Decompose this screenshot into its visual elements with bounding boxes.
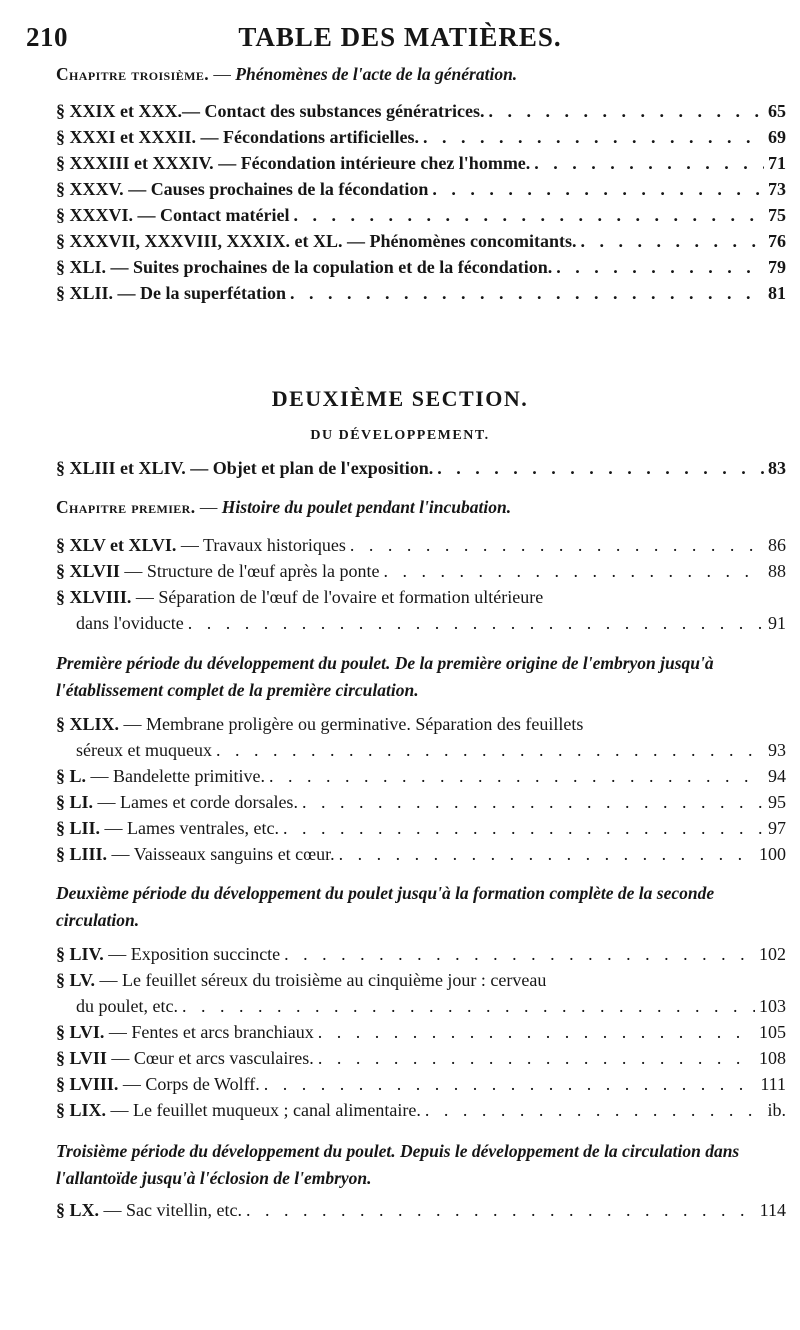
dot-leader [384,561,764,582]
entry-section: § XXXVII, XXXVIII, XXXIX. et XL. [56,231,343,251]
dot-leader [423,127,764,148]
toc-entry-multiline [56,587,786,608]
toc-entry [56,535,786,556]
chapter-1-label: Chapitre premier. [56,497,196,517]
entry-page: 111 [760,1074,786,1094]
chapter-3-title: Phénomènes de l'acte de la génération. [235,64,518,84]
section-subtitle: DU DÉVELOPPEMENT. [310,428,490,443]
chapter-1-heading [56,497,511,518]
entry-section: § XLV et XLVI. [56,535,177,555]
entry-page: 103 [759,996,786,1016]
entry-section: § XLI. [56,257,107,277]
running-head: TABLE DES MATIÈRES. [238,22,562,52]
entry-title: — Phénomènes concomitants. [342,231,577,251]
entry-section: § XLVII [56,561,120,581]
dot-leader [488,101,764,122]
entry-section: § LV. [56,970,96,990]
chapter-3-dash: — [209,64,236,84]
entry-page: 76 [768,231,786,251]
entry-page: 93 [768,740,786,760]
entry-title: — Causes prochaines de la fécondation [123,179,429,199]
entry-continuation-text: séreux et muqueux [76,740,212,760]
toc-entry-continuation [76,613,786,634]
entry-title: — De la superfétation [113,283,286,303]
entry-title: — Sac vitellin, etc. [99,1200,242,1220]
toc-entry [56,231,786,252]
entry-section: § LVI. [56,1022,105,1042]
entry-title: — Bandelette primitive. [86,766,265,786]
entry-page: 86 [768,535,786,555]
entry-title: — Suites prochaines de la copulation et de la fécondation. [106,257,553,277]
entry-section: § XXXV. [56,179,124,199]
entry-title: — Objet et plan de l'exposition. [185,458,434,478]
toc-entry [56,127,786,148]
toc-entry [56,1100,786,1121]
entry-page: 73 [768,179,786,199]
entry-page: 95 [768,792,786,812]
dot-leader [302,792,764,813]
dot-leader [318,1022,755,1043]
entry-title: — Fécondation intérieure chez l'homme. [213,153,531,173]
page-number: 210 [26,22,68,52]
dot-leader [339,844,755,865]
entry-section: § XLII. [56,283,114,303]
chapter-1-dash: — [195,497,222,517]
toc-entry-multiline [56,714,786,735]
entry-page: 100 [759,844,786,864]
entry-page: ib. [767,1100,786,1120]
period-3-heading: Troisième période du développement du poulet. Depuis le développement de la circulation dans l'allantoïde jusqu'à l'éclosion de l'embryon. [56,1141,740,1188]
entry-title: — Travaux historiques [176,535,346,555]
entry-continuation-text: dans l'oviducte [76,613,184,633]
entry-title: — Structure de l'œuf après la ponte [119,561,380,581]
entry-page: 88 [768,561,786,581]
period-2-heading: Deuxième période du développement du poulet jusqu'à la formation complète de la seconde circulation. [56,883,715,930]
entry-page: 69 [768,127,786,147]
entry-title: — Cœur et arcs vasculaires. [106,1048,314,1068]
entry-title: — Exposition succincte [103,944,281,964]
chapter-1-title: Histoire du poulet pendant l'incubation. [221,497,512,517]
dot-leader [425,1100,764,1121]
dot-leader [246,1200,756,1221]
dot-leader [188,613,764,634]
entry-title: — Le feuillet séreux du troisième au cinquième jour : cerveau [95,970,547,990]
entry-section: § XXXI et XXXII. [56,127,196,147]
entry-page: 114 [759,1200,786,1220]
entry-title: — Lames ventrales, etc. [100,818,279,838]
entry-section: § LIV. [56,944,104,964]
entry-page: 83 [768,458,786,478]
period-1-heading: Première période du développement du poulet. De la première origine de l'embryon jusqu'à l'établissement complet de la première circulation. [56,653,714,700]
entry-page: 91 [768,613,786,633]
entry-section: § LIX. [56,1100,107,1120]
entry-section: § XLVIII. [56,587,132,607]
dot-leader [182,996,755,1017]
dot-leader [432,179,764,200]
toc-entry [56,766,786,787]
toc-entry [56,458,786,479]
dot-leader [293,205,764,226]
entry-page: 97 [768,818,786,838]
toc-entry [56,101,786,122]
chapter-3-label: Chapitre troisième. [56,64,210,84]
dot-leader [318,1048,755,1069]
section-title: DEUXIÈME SECTION. [271,386,529,411]
toc-entry [56,205,786,226]
entry-page: 65 [768,101,786,121]
entry-section: § XXXIII et XXXIV. [56,153,214,173]
toc-entry [56,944,786,965]
entry-section: § XLIX. [56,714,120,734]
entry-title: — Fentes et arcs branchiaux [104,1022,314,1042]
entry-section: § LVIII. [56,1074,119,1094]
toc-entry [56,792,786,813]
dot-leader [269,766,764,787]
entry-page: 102 [759,944,786,964]
toc-entry [56,1022,786,1043]
toc-entry-multiline [56,970,786,991]
dot-leader [216,740,764,761]
toc-entry [56,283,786,304]
dot-leader [350,535,764,556]
entry-section: § LX. [56,1200,100,1220]
dot-leader [556,257,764,278]
toc-entry [56,1048,786,1069]
entry-page: 75 [768,205,786,225]
entry-page: 81 [768,283,786,303]
toc-entry [56,561,786,582]
entry-page: 105 [759,1022,786,1042]
dot-leader [581,231,765,252]
toc-entry-continuation [76,740,786,761]
entry-title: — Vaisseaux sanguins et cœur. [107,844,335,864]
toc-entry-continuation [76,996,786,1017]
entry-section: § LI. [56,792,94,812]
dot-leader [290,283,764,304]
entry-title: — Fécondations artificielles. [196,127,419,147]
entry-title: — Le feuillet muqueux ; canal alimentaire. [106,1100,421,1120]
dot-leader [264,1074,757,1095]
toc-entry [56,818,786,839]
toc-entry [56,257,786,278]
dot-leader [284,944,755,965]
entry-page: 79 [768,257,786,277]
entry-section: § LIII. [56,844,108,864]
dot-leader [437,458,764,479]
entry-page: 108 [759,1048,786,1068]
entry-section: § LII. [56,818,101,838]
entry-section: § LVII [56,1048,107,1068]
dot-leader [283,818,764,839]
toc-entry [56,153,786,174]
entry-section: § XXIX et XXX. [56,101,182,121]
entry-title: — Lames et corde dorsales. [93,792,298,812]
entry-section: § XXXVI. [56,205,134,225]
entry-page: 94 [768,766,786,786]
entry-title: — Contact des substances génératrices. [181,101,485,121]
toc-entry [56,844,786,865]
entry-section: § L. [56,766,87,786]
entry-title: — Contact matériel [133,205,290,225]
toc-entry [56,1074,786,1095]
toc-entry [56,1200,786,1221]
entry-section: § XLIII et XLIV. [56,458,186,478]
chapter-3-heading [56,64,517,85]
entry-continuation-text: du poulet, etc. [76,996,178,1016]
entry-title: — Séparation de l'œuf de l'ovaire et formation ultérieure [131,587,544,607]
toc-entry [56,179,786,200]
entry-title: — Membrane proligère ou germinative. Séparation des feuillets [119,714,584,734]
dot-leader [534,153,764,174]
entry-title: — Corps de Wolff. [118,1074,260,1094]
entry-page: 71 [768,153,786,173]
